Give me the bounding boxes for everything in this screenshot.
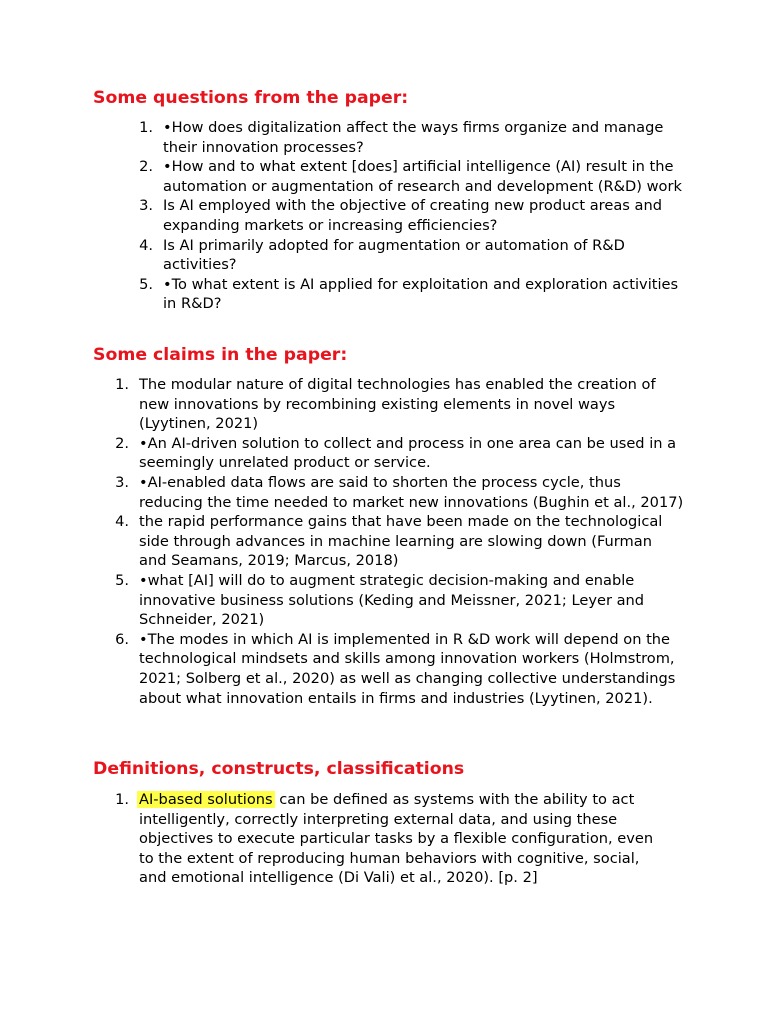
item-text: •The modes in which AI is implemented in R &D work will depend on the technological mindsets and skills among innovation workers (Holmstrom, 2021; Solberg et al., 2020) as well as changing collective understandings about what innovation entails in firms and industries (Lyytinen, 2021). xyxy=(139,630,676,707)
item-text: Is AI primarily adopted for augmentation or automation of R&D activities? xyxy=(163,236,625,274)
item-text: the rapid performance gains that have been made on the technological side through advances in machine learning are slowing down (Furman and Seamans, 2019; Marcus, 2018) xyxy=(139,513,663,570)
list-item xyxy=(139,157,683,196)
claims-list xyxy=(115,375,684,708)
item-number: 3. xyxy=(115,473,129,491)
list-item xyxy=(139,118,683,157)
list-item xyxy=(139,275,683,314)
item-number: 3. xyxy=(139,197,153,215)
item-number: 4. xyxy=(139,236,153,254)
list-item xyxy=(139,196,683,235)
item-number: 1. xyxy=(139,119,153,136)
definitions-heading: Definitions, constructs, classifications xyxy=(93,759,465,779)
item-text: •How does digitalization affect the ways firms organize and manage their innovation processes? xyxy=(163,119,664,156)
item-number: 1. xyxy=(115,791,129,808)
list-item xyxy=(115,512,684,571)
questions-heading: Some questions from the paper: xyxy=(93,88,409,108)
item-number: 6. xyxy=(115,630,129,648)
item-number: 2. xyxy=(139,158,153,176)
item-text: •How and to what extent [does] artificial intelligence (AI) result in the automation or augmentation of research and development (R&D) work xyxy=(163,158,682,195)
list-item xyxy=(115,434,684,473)
item-number: 5. xyxy=(115,571,129,589)
claims-heading: Some claims in the paper: xyxy=(93,345,348,365)
item-text: •AI-enabled data flows are said to shorten the process cycle, thus reducing the time needed to market new innovations (Bughin et al., 2017) xyxy=(139,473,684,511)
item-text: The modular nature of digital technologies has enabled the creation of new innovations by recombining existing elements in novel ways (Lyytinen, 2021) xyxy=(139,376,656,433)
item-text: •what [AI] will do to augment strategic decision-making and enable innovative business solutions (Keding and Meissner, 2021; Leyer and Schneider, 2021) xyxy=(139,571,645,629)
item-number: 4. xyxy=(115,513,129,531)
list-item xyxy=(115,571,684,630)
item-number: 1. xyxy=(115,376,129,393)
item-text: •An AI-driven solution to collect and process in one area can be used in a seemingly unrelated product or service. xyxy=(139,434,677,472)
list-item xyxy=(115,790,669,888)
definitions-list xyxy=(115,790,669,888)
list-item xyxy=(139,236,683,275)
item-text: •To what extent is AI applied for exploitation and exploration activities in R&D? xyxy=(163,275,679,313)
highlighted-term: AI-based solutions xyxy=(139,791,273,808)
list-item xyxy=(115,473,684,512)
item-number: 2. xyxy=(115,434,129,452)
item-number: 5. xyxy=(139,275,153,293)
questions-list xyxy=(139,118,683,314)
list-item xyxy=(115,375,684,434)
item-text: Is AI employed with the objective of creating new product areas and expanding markets or increasing efficiencies? xyxy=(163,197,662,234)
list-item xyxy=(115,630,684,708)
item-text: can be defined as systems with the ability to act intelligently, correctly interpreting external data, and using these objectives to execute particular tasks by a flexible configuration, even to the extent of reproducing human behaviors with cognitive, social, and emotional intelligence (Di Vali) et al., 2020). [p. 2] xyxy=(139,791,654,887)
